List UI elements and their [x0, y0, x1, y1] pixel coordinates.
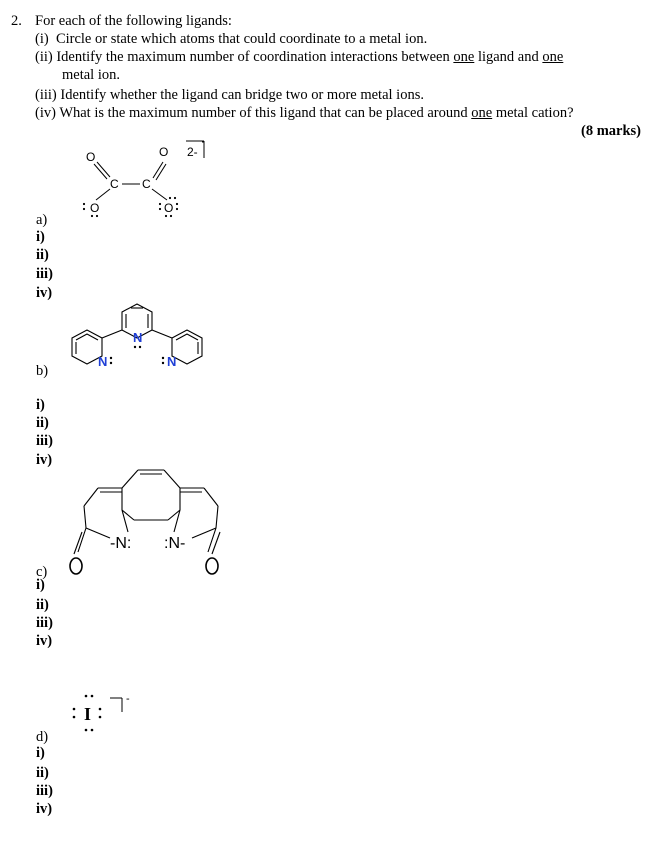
part-a-sub-ii: ii)	[36, 247, 49, 263]
atom-c-right: C	[142, 177, 151, 191]
atom-o-bottom-left: O	[90, 201, 100, 215]
instruction-iii	[35, 86, 424, 104]
instruction-ii	[35, 48, 563, 66]
instruction-i-num: (i)	[35, 31, 49, 47]
atom-o-top-left: O	[86, 150, 96, 164]
part-c-sub-ii: ii)	[36, 597, 49, 613]
part-d-sub-i: i)	[36, 745, 45, 761]
instruction-iv	[35, 104, 574, 122]
question-intro: For each of the following ligands:	[35, 13, 232, 29]
part-d-sub-iv: iv)	[36, 801, 53, 817]
instruction-iv-text-b: metal cation?	[492, 105, 574, 121]
part-b-sub-iii: iii)	[36, 433, 53, 449]
instruction-iv-num: (iv)	[35, 105, 56, 121]
question-number: 2.	[11, 13, 22, 29]
part-b-sub-iv: iv)	[36, 452, 53, 468]
part-d-sub-ii: ii)	[36, 765, 49, 781]
atom-n-right: :N-	[164, 535, 186, 552]
atom-o-left-ring	[70, 558, 82, 574]
atom-n-left: -N:	[110, 535, 132, 552]
atom-n-left: N	[98, 354, 108, 369]
atom-o-top-right: O	[159, 145, 169, 159]
lone-pairs-terpyridine	[110, 346, 164, 364]
part-c-label: c)	[36, 564, 48, 580]
structure-iodide	[66, 690, 146, 740]
instruction-iv-text-a: What is the maximum number of this ligand that can be placed around	[59, 105, 472, 121]
part-b-sub-i: i)	[36, 397, 45, 413]
structure-oxalate	[70, 140, 230, 220]
atom-c-left: C	[110, 177, 119, 191]
instruction-ii-text-b: ligand and	[474, 49, 543, 65]
instruction-iii-num: (iii)	[35, 87, 57, 103]
instruction-ii-underline-2: one	[542, 49, 564, 65]
atom-n-center: N	[133, 330, 143, 345]
structure-terpyridine	[60, 290, 230, 380]
part-a-sub-iv: iv)	[36, 285, 53, 301]
instruction-i	[35, 30, 427, 48]
part-a-sub-iii: iii)	[36, 266, 53, 282]
instruction-ii-num: (ii)	[35, 49, 53, 65]
instruction-ii-text-c: metal ion.	[62, 67, 120, 83]
atom-iodine: I	[84, 704, 92, 724]
instruction-ii-text-a: Identify the maximum number of coordination interactions between	[56, 49, 454, 65]
part-c-sub-iv: iv)	[36, 633, 53, 649]
charge-iodide: -	[126, 693, 130, 705]
part-a-label: a)	[36, 212, 48, 228]
instruction-i-text: Circle or state which atoms that could coordinate to a metal ion.	[55, 31, 428, 47]
instruction-iii-text: Identify whether the ligand can bridge two or more metal ions.	[60, 87, 424, 103]
marks-label: (8 marks)	[581, 123, 642, 139]
instruction-iv-underline: one	[471, 105, 493, 121]
part-b-sub-ii: ii)	[36, 415, 49, 431]
part-b-label: b)	[36, 363, 49, 379]
part-a-sub-i: i)	[36, 229, 45, 245]
charge-oxalate: 2-	[187, 145, 198, 159]
atom-n-right: N	[167, 354, 177, 369]
atom-o-bottom-right: O	[164, 201, 174, 215]
structure-phenanthroline	[60, 462, 240, 582]
atom-o-right-ring	[206, 558, 218, 574]
instruction-ii-underline-1: one	[453, 49, 475, 65]
part-c-sub-i: i)	[36, 577, 45, 593]
part-c-sub-iii: iii)	[36, 615, 53, 631]
part-d-sub-iii: iii)	[36, 783, 53, 799]
part-d-label: d)	[36, 729, 49, 745]
